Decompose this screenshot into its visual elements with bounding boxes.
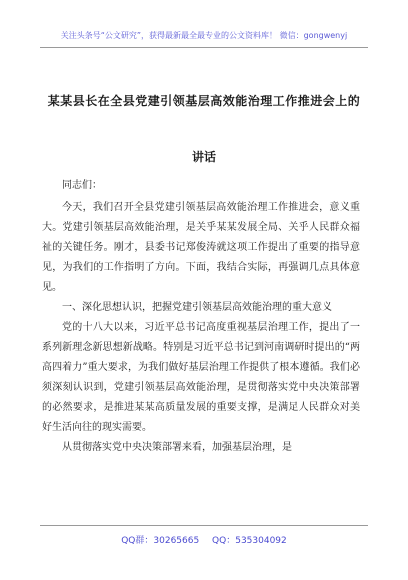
body-paragraph: 党的十八大以来，习近平总书记高度重视基层治理工作，提出了一系列新理念新思想新战略。特别是习近平总书记到河南调研时提出的“两高四着力”重大要求，为我们做好基层治理工作提供了根本遵循。我们必须深刻认识到，党建引领基层高效能治理，是贯彻落实党中央决策部署的必然要求，是推进某某高质量发展的重要支撑，是满足人民群众对美好生活向往的现实需要。 bbox=[42, 322, 360, 433]
body-paragraph: 从贯彻落实党中央决策部署来看，加强基层治理，是 bbox=[62, 442, 292, 453]
footer-note: QQ群：30265665 QQ：535304092 bbox=[121, 536, 287, 546]
section-heading: 一、深化思想认识，把握党建引领基层高效能治理的重大意义 bbox=[62, 302, 332, 313]
document-body bbox=[42, 176, 360, 458]
footer-divider bbox=[40, 525, 368, 526]
document-subtitle: 讲话 bbox=[191, 150, 216, 164]
salutation: 同志们： bbox=[62, 180, 102, 191]
document-title: 某某县长在全县党建引领基层高效能治理工作推进会上的 bbox=[47, 94, 361, 108]
header-note: 关注头条号“公文研究”，获得最新最全最专业的公文资料库！ 微信：gongwenyj bbox=[60, 31, 348, 40]
header-divider bbox=[40, 47, 368, 48]
body-paragraph: 今天，我们召开全县党建引领基层高效能治理工作推进会，意义重大。党建引领基层高效能治理，是关乎某某发展全局、关乎人民群众福祉的关键任务。刚才，县委书记郑俊涛就这项工作提出了重要的指导意见，为我们的工作指明了方向。下面，我结合实际，再强调几点具体意见。 bbox=[42, 202, 360, 293]
